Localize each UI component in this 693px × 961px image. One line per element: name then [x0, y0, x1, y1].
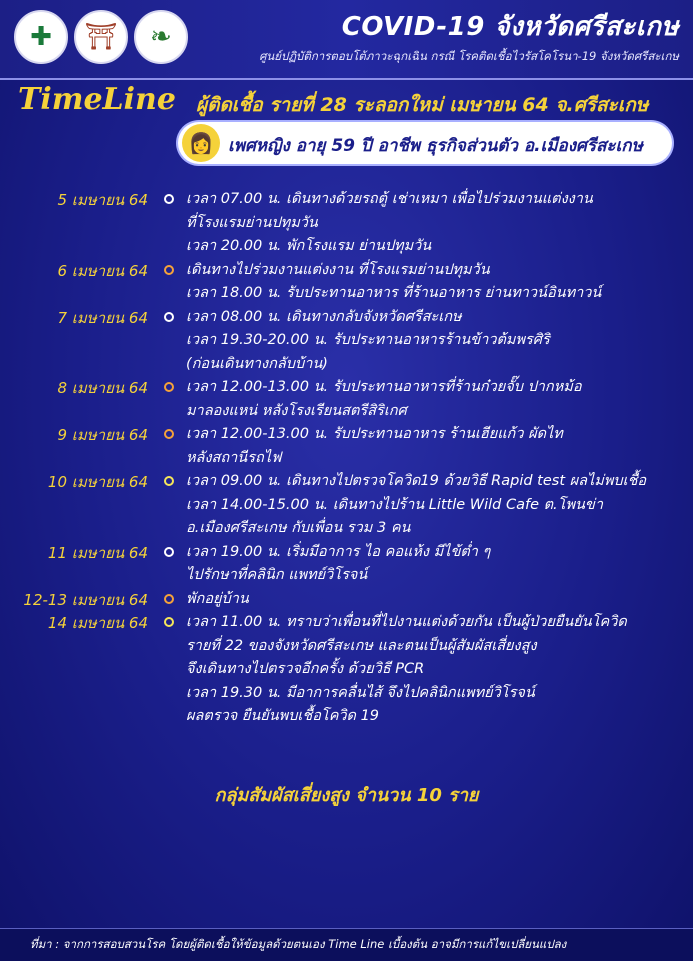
entry-lines	[186, 611, 693, 729]
entry-line: เวลา 08.00 น. เดินทางกลับจังหวัดศรีสะเกษ	[186, 308, 462, 325]
entry-line: ผลตรวจ ยืนยันพบเชื้อโควิด 19	[186, 708, 380, 724]
entry-date: 7 เมษายน 64	[57, 308, 148, 327]
timeline-entry	[0, 376, 693, 423]
timeline-entries	[0, 188, 693, 729]
entry-date: 6 เมษายน 64	[57, 261, 148, 280]
entry-line: เวลา 09.00 น. เดินทางไปตรวจโควิด19 ด้วยวิธี Rapid test ผลไม่พบเชื้อ	[186, 473, 647, 489]
entry-lines	[186, 188, 693, 259]
entry-line: เวลา 19.00 น. เริ่มมีอาการ ไอ คอแห้ง มีไข้ต่ำ ๆ	[186, 543, 491, 560]
case-title: ผู้ติดเชื้อ รายที่ 28 ระลอกใหม่ เมษายน 64 จ.ศรีสะเกษ	[196, 94, 649, 116]
page-title: COVID-19 จังหวัดศรีสะเกษ	[341, 12, 679, 42]
entry-lines	[186, 470, 693, 541]
entry-lines	[186, 541, 693, 588]
entry-line: เวลา 07.00 น. เดินทางด้วยรถตู้ เช่าเหมา เพื่อไปร่วมงานแต่งงาน	[186, 191, 593, 207]
female-avatar-icon: 👩	[182, 124, 220, 162]
moph-logo-icon: ✚	[14, 10, 68, 64]
entry-date: 10 เมษายน 64	[47, 473, 148, 491]
timeline-dot-icon	[164, 382, 174, 392]
entry-line: ที่โรงแรมย่านปทุมวัน	[186, 214, 318, 231]
entry-date: 11 เมษายน 64	[47, 543, 148, 562]
entry-line: พักอยู่บ้าน	[186, 590, 249, 607]
entry-lines	[186, 259, 693, 306]
timeline-entry	[0, 588, 693, 612]
entry-line: เวลา 20.00 น. พักโรงแรม ย่านปทุมวัน	[186, 238, 432, 254]
patient-text: เพศหญิง อายุ 59 ปี อาชีพ ธุรกิจส่วนตัว อ.เมืองศรีสะเกษ	[228, 136, 643, 156]
entry-line: เวลา 11.00 น. ทราบว่าเพื่อนที่ไปงานแต่งด้วยกัน เป็นผู้ป่วยยืนยันโควิด	[186, 614, 627, 630]
header	[0, 0, 693, 80]
timeline-dot-icon	[164, 312, 174, 322]
patient-info	[178, 122, 672, 164]
entry-line: เวลา 18.00 น. รับประทานอาหาร ที่ร้านอาหาร ย่านทาวน์อินทาวน์	[186, 285, 602, 301]
entry-line: เวลา 12.00-13.00 น. รับประทานอาหารที่ร้านก๋วยจั๊บ ปากหม้อ	[186, 379, 582, 395]
entry-date: 9 เมษายน 64	[57, 426, 148, 444]
timeline-entry	[0, 306, 693, 377]
entry-line: เวลา 19.30-20.00 น. รับประทานอาหารร้านข้าวต้มพรศิริ	[186, 332, 550, 348]
timeline-dot-icon	[164, 594, 174, 604]
entry-line: ไปรักษาที่คลินิก แพทย์วิโรจน์	[186, 567, 368, 583]
timeline-dot-icon	[164, 429, 174, 439]
entry-line: เวลา 19.30 น. มีอาการคลื่นไส้ จึงไปคลินิกแพทย์วิโรจน์	[186, 684, 535, 701]
entry-line: จึงเดินทางไปตรวจอีกครั้ง ด้วยวิธี PCR	[186, 661, 425, 677]
timeline-entry	[0, 470, 693, 541]
page-subtitle: ศูนย์ปฏิบัติการตอบโต้ภาวะฉุกเฉิน กรณี โรคติดเชื้อไวรัสโคโรนา-19 จังหวัดศรีสะเกษ	[259, 49, 679, 63]
entry-date: 8 เมษายน 64	[57, 379, 148, 397]
timeline-entry	[0, 423, 693, 470]
entry-line: มาลองแหน่ หลังโรงเรียนสตรีสิริเกศ	[186, 402, 407, 419]
province-seal-icon: ⛩	[74, 10, 128, 64]
entry-lines	[186, 588, 693, 612]
entry-line: เวลา 12.00-13.00 น. รับประทานอาหาร ร้านเฮียแก้ว ผัดไท	[186, 426, 563, 442]
timeline-entry	[0, 188, 693, 259]
timeline-dot-icon	[164, 547, 174, 557]
entry-line: อ.เมืองศรีสะเกษ กับเพื่อน รวม 3 คน	[186, 520, 411, 536]
timeline-dot-icon	[164, 194, 174, 204]
naga-logo-icon: ❧	[134, 10, 188, 64]
timeline-entry	[0, 259, 693, 306]
timeline-dot-icon	[164, 476, 174, 486]
entry-lines	[186, 423, 693, 470]
timeline-label: TimeLine	[18, 82, 176, 117]
entry-line: เดินทางไปร่วมงานแต่งงาน ที่โรงแรมย่านปทุมวัน	[186, 261, 490, 278]
entry-lines	[186, 306, 693, 377]
footer	[0, 928, 693, 961]
timeline-dot-icon	[164, 265, 174, 275]
entry-line: รายที่ 22 ของจังหวัดศรีสะเกษ และตนเป็นผู้สัมผัสเสี่ยงสูง	[186, 637, 537, 654]
entry-lines	[186, 376, 693, 423]
entry-line: (ก่อนเดินทางกลับบ้าน)	[186, 355, 328, 372]
timeline-dot-icon	[164, 617, 174, 627]
footer-text: ที่มา : จากการสอบสวนโรค โดยผู้ติดเชื้อให้ข้อมูลด้วยตนเอง Time Line เบื้องต้น อาจมีการแก้ไขเปลี่ยนแปลง	[30, 937, 567, 951]
entry-date: 14 เมษายน 64	[47, 614, 148, 632]
summary: กลุ่มสัมผัสเสี่ยงสูง จำนวน 10 ราย	[214, 785, 479, 806]
entry-line: หลังสถานีรถไฟ	[186, 449, 282, 466]
timeline-entry	[0, 611, 693, 729]
entry-date: 12-13 เมษายน 64	[23, 590, 148, 609]
timeline-entry	[0, 541, 693, 588]
entry-line: เวลา 14.00-15.00 น. เดินทางไปร้าน Little Wild Cafe ต.โพนข่า	[186, 496, 603, 513]
entry-date: 5 เมษายน 64	[57, 191, 148, 209]
